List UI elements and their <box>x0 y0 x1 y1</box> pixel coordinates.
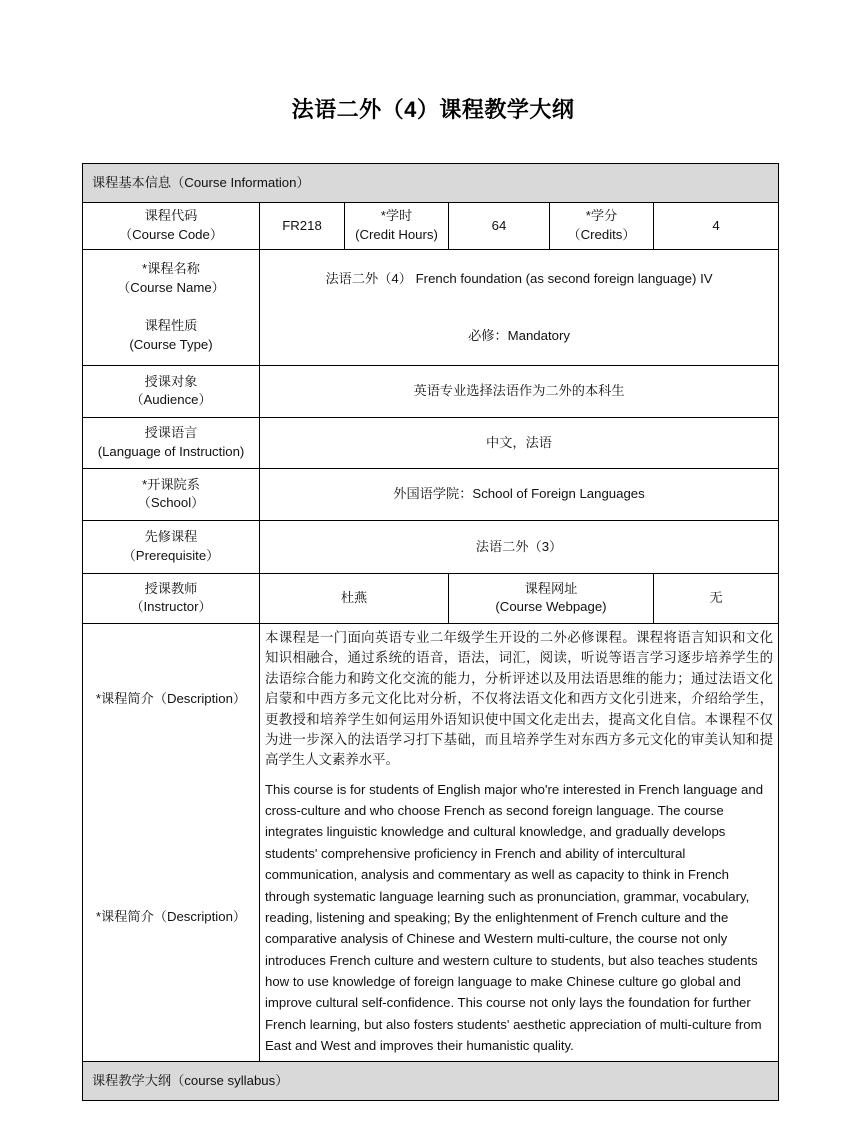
label-credit-hours-cn: *学时 <box>380 208 413 224</box>
cell-value-school: 外国语学院：School of Foreign Languages <box>260 468 779 520</box>
label-course-type-en: (Course Type) <box>129 337 213 352</box>
table-row-course-type <box>83 307 779 365</box>
table-row-description-en <box>83 775 779 1061</box>
table-row-instructor <box>83 573 779 623</box>
cell-label-course-type <box>83 307 260 365</box>
label-audience-cn: 授课对象 <box>144 373 198 389</box>
cell-label-school <box>83 468 260 520</box>
cell-label-credits <box>550 203 654 249</box>
label-credits-en: （Credits） <box>567 227 636 243</box>
label-prerequisite-cn: 先修课程 <box>144 529 198 545</box>
label-prerequisite-en: （Prerequisite） <box>122 547 220 563</box>
value-course-name-en: French foundation (as second foreign language) IV <box>415 270 713 286</box>
label-course-code-en: （Course Code） <box>118 227 224 243</box>
cell-label-audience <box>83 365 260 417</box>
table-row-course-name <box>83 249 779 307</box>
cell-label-course-code <box>83 203 260 249</box>
cell-value-description-cn <box>260 624 779 775</box>
label-course-name-en: （Course Name） <box>117 279 225 295</box>
label-credit-hours-en: (Credit Hours) <box>355 227 438 243</box>
table-row-school <box>83 468 779 520</box>
table-row-section-syllabus <box>83 1061 779 1101</box>
cell-value-course-code: FR218 <box>260 203 345 249</box>
table-row-audience <box>83 365 779 417</box>
cell-label-instructor <box>83 573 260 623</box>
description-paragraph-en: This course is for students of English major who're interested in French language and cross-culture and who choose French as second foreign language. The course integrates linguistic knowledge and cultural knowledge, and gradually develops students' comprehensive proficiency in French and ability of intercultural communication, analysis and commentary as well as capacity to think in French through systematic language learning such as pronunciation, grammar, vocabulary, reading, listening and speaking; By the enlightenment of French culture and the comparative analysis of Chinese and Western multi-culture, the course not only introduces French culture and western culture to students, but also teaches students how to use knowledge of foreign language to make Chinese culture go global and improve cultural self-confidence. This course not only lays the foundation for further French learning, but also fosters students' aesthetic appreciation of multi-culture from East and West and improves their humanistic quality. <box>265 781 764 1054</box>
label-language-of-instruction-en: (Language of Instruction) <box>97 443 245 459</box>
label-course-code-cn: 课程代码 <box>144 208 198 224</box>
label-school-cn: *开课院系 <box>142 476 200 492</box>
cell-label-course-name <box>83 249 260 307</box>
label-course-type-cn: 课程性质 <box>144 318 198 334</box>
label-course-name-cn: *课程名称 <box>142 260 200 276</box>
label-instructor-cn: 授课教师 <box>144 580 198 596</box>
label-school-en: （School） <box>137 495 205 511</box>
cell-label-course-webpage <box>449 573 654 623</box>
cell-value-instructor: 杜燕 <box>260 573 449 623</box>
cell-value-prerequisite: 法语二外（3） <box>260 521 779 573</box>
cell-label-credit-hours <box>345 203 449 249</box>
description-paragraph-cn: 本课程是一门面向英语专业二年级学生开设的二外必修课程。课程将语言知识和文化知识相融合，通过系统的语音，语法，词汇，阅读，听说等语言学习逐步培养学生的法语综合能力和跨文化交流的能力，分析评述以及用法语思维的能力；通过法语文化启蒙和中西方多元文化比对分析，不仅将法语文化和西方文化引进来，介绍给学生，更教授和培养学生如何运用外语知识使中国文化走出去，提高文化自信。本课程不仅为进一步深入的法语学习打下基础，而且培养学生对东西方多元文化的审美认知和提高学生人文素养水平。 <box>265 630 774 768</box>
label-credits-cn: *学分 <box>585 208 618 224</box>
cell-value-course-name <box>260 249 779 307</box>
course-information-table <box>82 163 779 1102</box>
page-title: 法语二外（4）课程教学大纲 <box>291 97 575 122</box>
table-row-prerequisite <box>83 521 779 573</box>
label-audience-en: （Audience） <box>130 392 212 408</box>
section-banner-course-information: 课程基本信息（Course Information） <box>83 163 779 203</box>
cell-value-description-en <box>260 775 779 1061</box>
cell-value-course-type: 必修：Mandatory <box>260 307 779 365</box>
cell-value-language-of-instruction: 中文，法语 <box>260 418 779 468</box>
label-instructor-en: （Instructor） <box>130 599 212 615</box>
cell-value-course-webpage: 无 <box>654 573 779 623</box>
label-course-webpage-cn: 课程网址 <box>524 580 578 596</box>
cell-label-language-of-instruction <box>83 418 260 468</box>
cell-value-credit-hours: 64 <box>449 203 550 249</box>
section-banner-course-syllabus: 课程教学大纲（course syllabus） <box>83 1061 779 1101</box>
cell-value-credits: 4 <box>654 203 779 249</box>
table-row-section-information <box>83 163 779 203</box>
cell-value-audience: 英语专业选择法语作为二外的本科生 <box>260 365 779 417</box>
table-row-language-of-instruction <box>83 418 779 468</box>
label-course-webpage-en: (Course Webpage) <box>495 599 607 615</box>
table-row-code-hours-credits <box>83 203 779 249</box>
table-row-description-cn <box>83 624 779 775</box>
label-language-of-instruction-cn: 授课语言 <box>144 425 198 441</box>
cell-label-prerequisite <box>83 521 260 573</box>
cell-label-description-en: *课程简介（Description） <box>83 775 260 1061</box>
cell-label-description-cn: *课程简介（Description） <box>83 624 260 775</box>
value-course-name-cn: 法语二外（4） <box>325 270 412 286</box>
